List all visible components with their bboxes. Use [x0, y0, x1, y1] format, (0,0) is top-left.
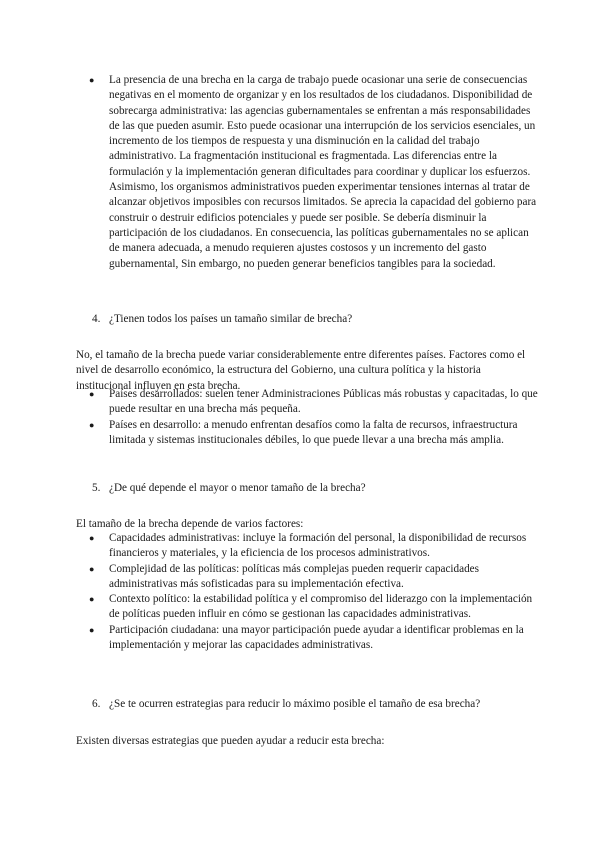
- bullet-icon: ●: [89, 419, 95, 430]
- question-6-heading: [92, 697, 572, 712]
- question-text: ¿Tienen todos los países un tamaño similar de brecha?: [109, 313, 353, 325]
- bullet-icon: ●: [89, 624, 95, 635]
- question-6-answer: Existen diversas estrategias que pueden ayudar a reducir esta brecha:: [76, 735, 385, 748]
- list-item: [89, 623, 539, 654]
- bullet-icon: ●: [89, 75, 95, 85]
- question-text: ¿De qué depende el mayor o menor tamaño de la brecha?: [109, 482, 366, 494]
- question-number: 6.: [92, 698, 101, 710]
- list-item: [89, 531, 539, 562]
- list-item: [89, 387, 539, 418]
- bullet-text: Contexto político: la estabilidad política y el compromiso del liderazgo con la implementación de políticas pueden influir en cómo se gestionan las capacidades administrativas.: [109, 593, 533, 621]
- question-number: 4.: [92, 313, 101, 325]
- bullet-text: Países desarrollados: suelen tener Administraciones Públicas más robustas y capacitadas, lo que puede resultar en una brecha más pequeña.: [109, 388, 538, 416]
- bullet-icon: ●: [89, 533, 95, 543]
- question-5-bullet-list: [89, 531, 539, 653]
- list-item: [89, 592, 539, 623]
- bullet-text: Capacidades administrativas: incluye la formación del personal, la disponibilidad de recursos financieros y materiales, y la eficiencia de los procesos administrativos.: [109, 532, 527, 560]
- bullet-text: Participación ciudadana: una mayor participación puede ayudar a identificar problemas en la implementación y mejorar las capacidades administrativas.: [109, 623, 524, 652]
- question-4-bullet-list: [89, 387, 539, 448]
- list-item: [89, 418, 539, 449]
- list-item: [89, 562, 539, 593]
- question-5-heading: [92, 481, 572, 496]
- list-item: [89, 73, 539, 272]
- bullet-text: Complejidad de las políticas: políticas más complejas pueden requerir capacidades administrativas más sofisticadas para su implementación efectiva.: [109, 562, 479, 590]
- question-4-heading: [92, 312, 572, 327]
- question-number: 5.: [92, 482, 101, 494]
- bullet-text: La presencia de una brecha en la carga de trabajo puede ocasionar una serie de consecuencias negativas en el momento de organizar y en los resultados de los ciudadanos. Disponibilidad de sobrecarga administrativa: las agencias gubernamentales se enfrentan a más responsabilidades de las que pueden asumir. Esto puede ocasionar una interrupción de los servicios esenciales, un incremento de los tiempos de respuesta y una disminución en la calidad del trabajo administrativo. La fragmentación institucional es fragmentada. Las diferencias entre la formulación y la implementación generan dificultades para coordinar y duplicar los esfuerzos. Asimismo, los organismos administrativos pueden experimentar tensiones internas al tratar de alcanzar objetivos imposibles con recursos limitados. Se aprecia la capacidad del gobierno para construir o destruir edificios potenciales y puede ser posible. Se debería disminuir la participación de los ciudadanos. En consecuencia, las políticas gubernamentales no se aplican de manera adecuada, a menudo requieren ajustes costosos y un incremento del gasto gubernamental, Sin embargo, no pueden generar beneficios tangibles para la sociedad.: [109, 74, 537, 270]
- intro-bullet-list: [89, 73, 539, 272]
- bullet-icon: ●: [89, 594, 95, 605]
- question-5-answer: El tamaño de la brecha depende de varios factores:: [76, 518, 304, 531]
- question-text: ¿Se te ocurren estrategias para reducir lo máximo posible el tamaño de esa brecha?: [109, 698, 481, 710]
- bullet-text: Países en desarrollo: a menudo enfrentan desafíos como la falta de recursos, infraestructura limitada y sistemas institucionales débiles, lo que puede llevar a una brecha más amplia.: [109, 418, 518, 446]
- question-4-answer: No, el tamaño de la brecha puede variar considerablemente entre diferentes países. Factores como el nivel de desarrollo económico, la estructura del Gobierno, una cultura política y la historia institucional influyen en esta brecha.: [76, 349, 526, 392]
- bullet-icon: ●: [89, 389, 95, 399]
- bullet-icon: ●: [89, 563, 95, 574]
